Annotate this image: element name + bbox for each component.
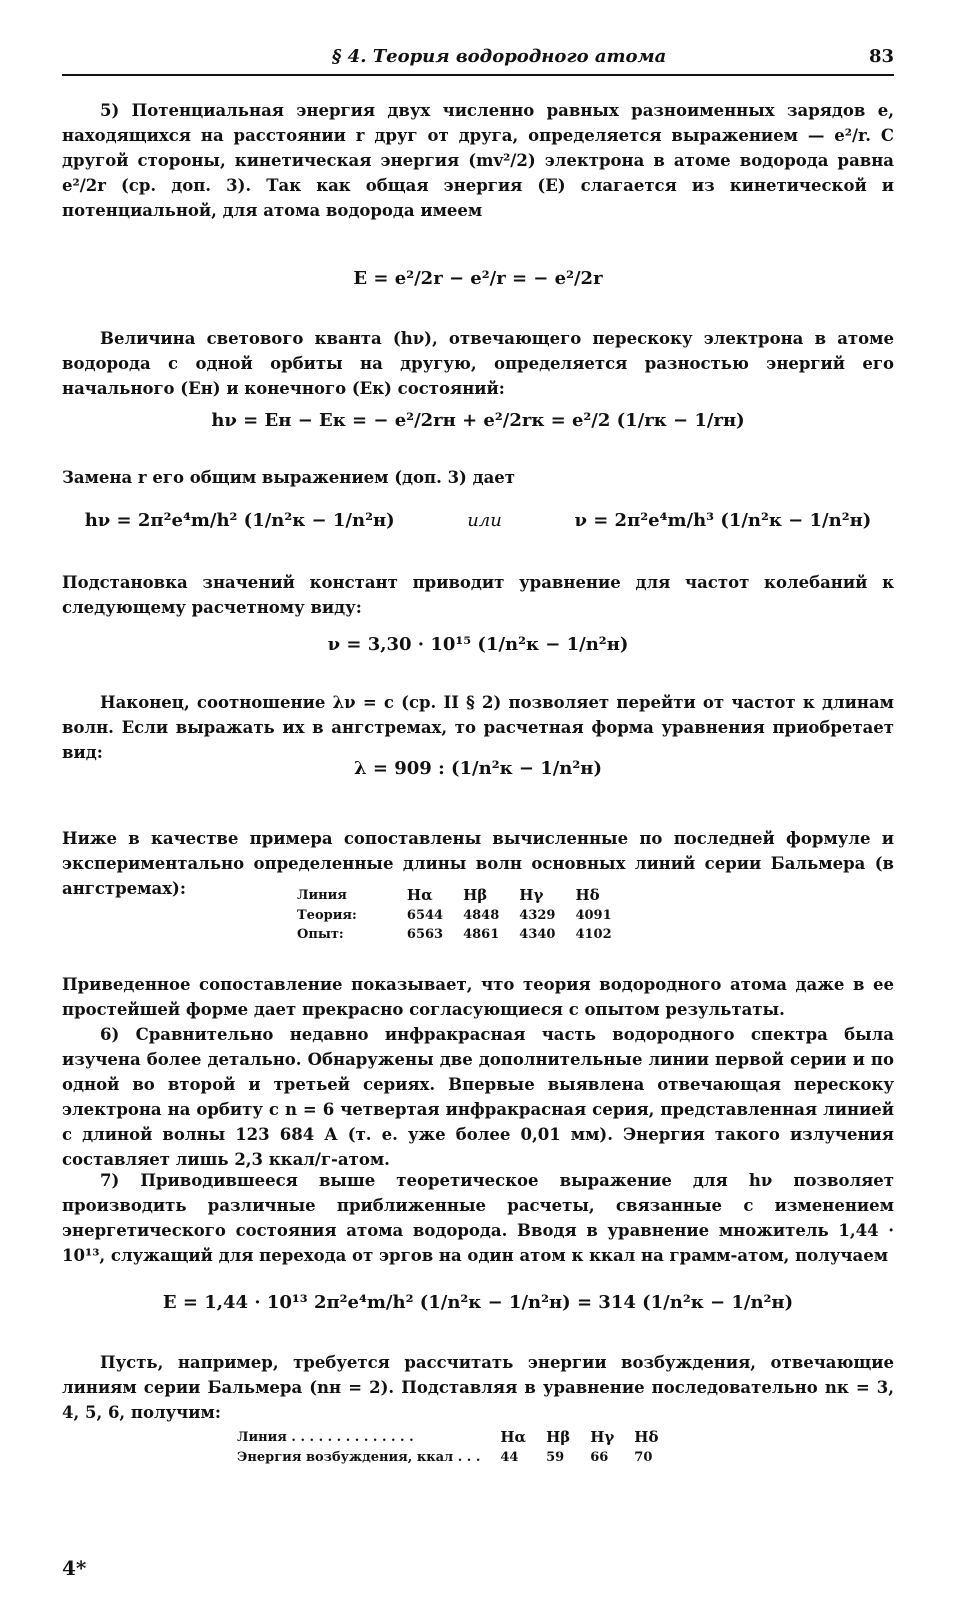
table-header-cell: Hγ	[519, 886, 544, 904]
paragraph-finally: Наконец, соотношение λν = c (ср. II § 2) позволяет перейти от частот к длинам волн. Если выражать их в ангстремах, то расчетная форма уравнения приобретает вид:	[62, 693, 894, 762]
table-row: Опыт: 6563 4861 4340 4102	[297, 927, 612, 942]
table-header-cell: Hα	[406, 886, 433, 904]
balmer-wavelength-table	[287, 884, 622, 944]
table-header-cell: Hδ	[575, 886, 600, 904]
table-row: Теория: 6544 4848 4329 4091	[297, 908, 612, 923]
equation-hv: hν = 2π²e⁴m/h² (1/n²к − 1/n²н)	[84, 510, 395, 531]
paragraph-6: 6) Сравнительно недавно инфракрасная часть водородного спектра была изучена более детально. Обнаружены две дополнительные линии первой серии и по одной во второй и третьей сериях. Впервые выявлена отвечающая перескоку электрона на орбиту с n = 6 четвертая инфракрасная серия, представленная линией с длиной волны 123 684 А (т. е. уже более 0,01 мм). Энергия такого излучения составляет лишь 2,3 ккал/г-атом.	[62, 1025, 894, 1169]
equation-calc-frequency: ν = 3,30 · 10¹⁵ (1/n²к − 1/n²н)	[327, 634, 629, 655]
signature-mark: 4*	[62, 1556, 87, 1580]
table-header-row	[287, 884, 622, 906]
equation-total-energy: E = e²/2r − e²/r = − e²/2r	[353, 268, 603, 289]
equation-wavelength: λ = 909 : (1/n²к − 1/n²н)	[354, 758, 602, 779]
equation-or: или	[467, 510, 502, 531]
paragraph-compare: Приведенное сопоставление показывает, что теория водородного атома даже в ее простейшей форме дает прекрасно согласующиеся с опытом результаты.	[62, 975, 894, 1019]
table-row: Энергия возбуждения, ккал . . . 44 59 66 70	[237, 1450, 653, 1465]
paragraph-below: Ниже в качестве примера сопоставлены вычисленные по последней формуле и экспериментально определенные длины волн основных линий серии Бальмера (в ангстремах):	[62, 829, 894, 898]
equation-quantum-energy: hν = Eн − Eк = − e²/2rн + e²/2rк = e²/2 (1/rк − 1/rн)	[211, 410, 745, 431]
table-header-cell: Hα	[500, 1428, 527, 1446]
excitation-energy-table	[227, 1426, 668, 1467]
page-number: 83	[868, 46, 894, 67]
equation-nu: ν = 2π²e⁴m/h³ (1/n²к − 1/n²н)	[574, 510, 872, 531]
table-header-cell: Hδ	[634, 1428, 659, 1446]
paragraph-replace: Замена r его общим выражением (доп. 3) дает	[62, 468, 516, 487]
table-header-cell: Hβ	[463, 886, 488, 904]
table-header-cell: Hβ	[546, 1428, 571, 1446]
paragraph-example: Пусть, например, требуется рассчитать энергии возбуждения, отвечающие линиям серии Бальмера (nн = 2). Подставляя в уравнение последовательно nк = 3, 4, 5, 6, получим:	[62, 1353, 894, 1422]
equation-energy-kcal: E = 1,44 · 10¹³ 2π²e⁴m/h² (1/n²к − 1/n²н) = 314 (1/n²к − 1/n²н)	[162, 1292, 794, 1313]
running-header	[62, 44, 894, 76]
paragraph-7: 7) Приводившееся выше теоретическое выражение для hν позволяет производить различные приближенные расчеты, связанные с изменением энергетического состояния атома водорода. Вводя в уравнение множитель 1,44 · 10¹³, служащий для перехода от эргов на один атом к ккал на грамм-атом, получаем	[62, 1171, 894, 1265]
paragraph-5: 5) Потенциальная энергия двух численно равных разноименных зарядов e, находящихся на расстоянии r друг от друга, определяется выражением — e²/r. С другой стороны, кинетическая энергия (mv²/2) электрона в атоме водорода равна e²/2r (ср. доп. 3). Так как общая энергия (E) слагается из кинетической и потенциальной, для атома водорода имеем	[62, 101, 894, 220]
book-page	[62, 0, 894, 1600]
section-title: § 4. Теория водородного атома	[332, 46, 667, 67]
equation-frequency	[62, 510, 894, 531]
paragraph-quantum: Величина светового кванта (hν), отвечающего перескоку электрона в атоме водорода с одной орбиты на другую, определяется разностью энергий его начального (Eн) и конечного (Eк) состояний:	[62, 329, 894, 398]
table-header-row	[227, 1426, 668, 1448]
paragraph-substitution: Подстановка значений констант приводит уравнение для частот колебаний к следующему расчетному виду:	[62, 573, 894, 617]
table-header-cell: Линия . . . . . . . . . . . . . .	[237, 1429, 414, 1445]
table-header-cell: Hγ	[590, 1428, 615, 1446]
table-header-cell: Линия	[297, 887, 347, 903]
